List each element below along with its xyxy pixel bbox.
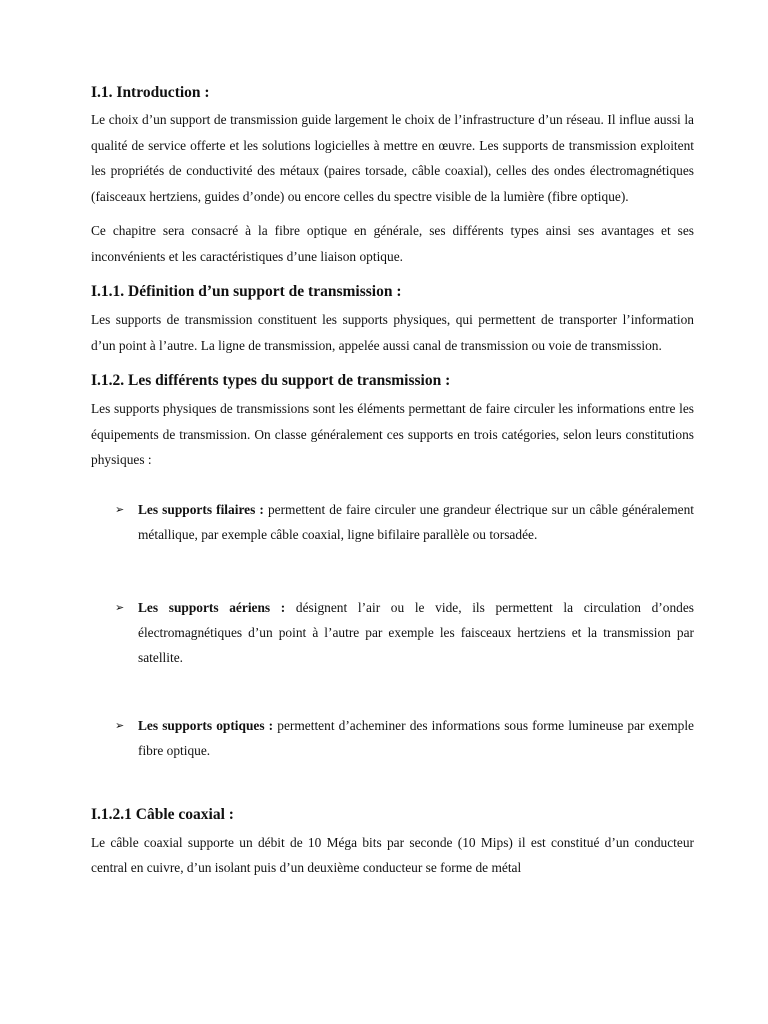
list-item-filaires	[91, 497, 694, 547]
arrow-bullet-icon: ➢	[115, 502, 125, 516]
list-item-aeriens	[91, 595, 694, 670]
list-item-optiques	[91, 713, 694, 763]
page-content	[91, 82, 694, 881]
definition-paragraph: Les supports de transmission constituent les supports physiques, qui permettent de transporter l’information d’un point à l’autre. La ligne de transmission, appelée aussi canal de transmission ou voie de transmission.	[91, 312, 694, 353]
arrow-bullet-icon: ➢	[115, 600, 125, 614]
list-item-lead: Les supports optiques :	[138, 717, 274, 733]
list-item-text: permettent de faire circuler une grandeur électrique sur un câble généralement métallique, par exemple câble coaxial, ligne bifilaire parallèle ou torsadée.	[138, 501, 694, 542]
support-types-list	[91, 497, 694, 763]
section-title-definition: I.1.1. Définition d’un support de transmission :	[91, 283, 402, 300]
intro-paragraph-1: Le choix d’un support de transmission guide largement le choix de l’infrastructure d’un réseau. Il influe aussi la qualité de service offerte et les solutions logicielles à mettre en œuvre. Les supports de transmission exploitent les propriétés de conductivité des métaux (paires torsade, câble coaxial), celles des ondes électromagnétiques (faisceaux hertziens, guides d’onde) ou encore celles du spectre visible de la lumière (fibre optique).	[91, 112, 694, 204]
arrow-bullet-icon: ➢	[115, 718, 125, 732]
list-item-text: permettent d’acheminer des informations sous forme lumineuse par exemple fibre optique.	[138, 717, 694, 758]
coaxial-paragraph: Le câble coaxial supporte un débit de 10 Méga bits par seconde (10 Mips) il est constitué d’un conducteur central en cuivre, d’un isolant puis d’un deuxième conducteur se forme de métal	[91, 834, 694, 875]
section-title-introduction: I.1. Introduction :	[91, 84, 210, 101]
section-title-coaxial: I.1.2.1 Câble coaxial :	[91, 805, 234, 823]
list-item-lead: Les supports filaires :	[138, 501, 264, 517]
types-paragraph: Les supports physiques de transmissions sont les éléments permettant de faire circuler les informations entre les équipements de transmission. On classe généralement ces supports en trois catégories, selon leurs constitutions physiques :	[91, 401, 694, 467]
intro-paragraph-2: Ce chapitre sera consacré à la fibre optique en générale, ses différents types ainsi ses avantages et ses inconvénients et les caractéristiques d’une liaison optique.	[91, 223, 694, 264]
list-item-lead: Les supports aériens :	[138, 599, 286, 615]
section-title-types: I.1.2. Les différents types du support de transmission :	[91, 372, 451, 389]
list-item-text: désignent l’air ou le vide, ils permettent la circulation d’ondes électromagnétiques d’un point à l’autre par exemple les faisceaux hertziens et la transmission par satellite.	[138, 599, 694, 665]
